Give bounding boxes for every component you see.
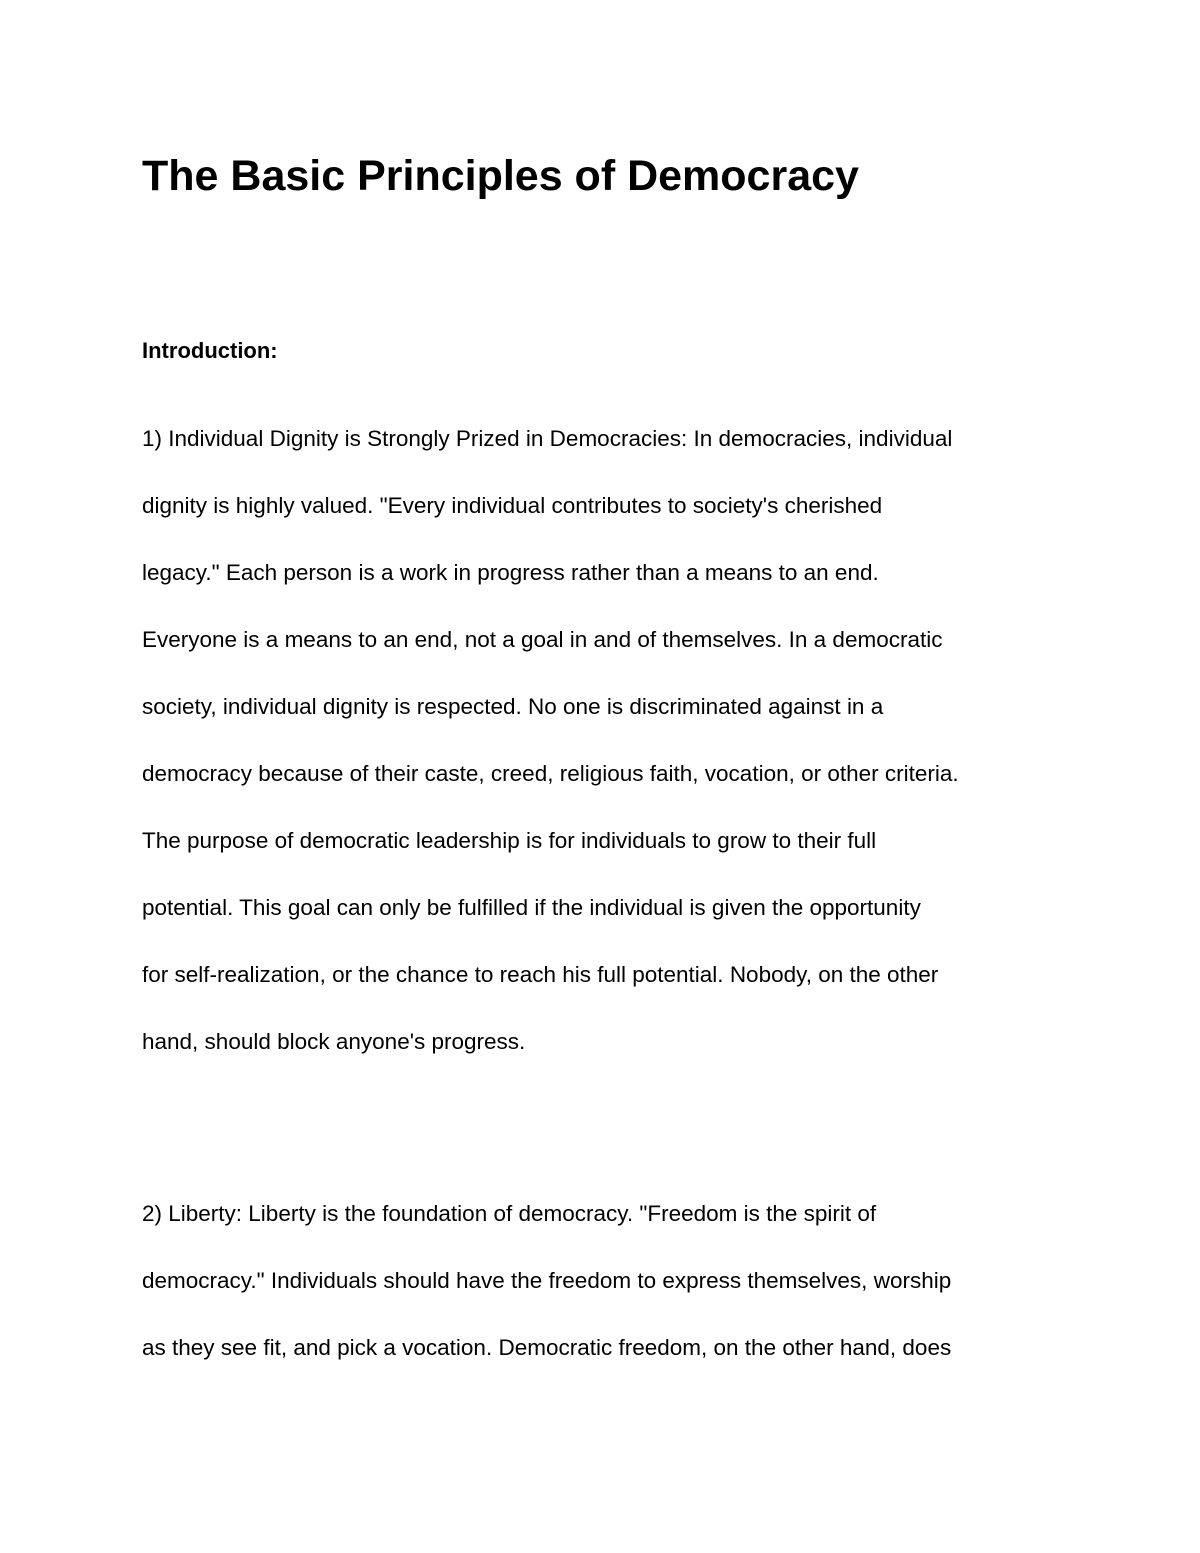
text-line: potential. This goal can only be fulfilled if the individual is given the opportunity	[142, 895, 921, 920]
text-line: as they see fit, and pick a vocation. Democratic freedom, on the other hand, does	[142, 1335, 952, 1360]
intro-heading: Introduction:	[142, 338, 278, 363]
text-line: legacy." Each person is a work in progress rather than a means to an end.	[142, 560, 879, 585]
paragraph-liberty	[142, 1180, 951, 1381]
document-title: The Basic Principles of Democracy	[142, 152, 859, 200]
paragraph-individual-dignity	[142, 405, 959, 1075]
text-line: The purpose of democratic leadership is for individuals to grow to their full	[142, 828, 877, 853]
text-line: democracy because of their caste, creed, religious faith, vocation, or other criteria.	[142, 761, 959, 786]
text-line: 2) Liberty: Liberty is the foundation of democracy. "Freedom is the spirit of	[142, 1201, 877, 1226]
text-line: 1) Individual Dignity is Strongly Prized in Democracies: In democracies, individual	[142, 426, 953, 451]
text-line: society, individual dignity is respected. No one is discriminated against in a	[142, 694, 884, 719]
text-line: dignity is highly valued. "Every individual contributes to society's cherished	[142, 493, 883, 518]
text-line: for self-realization, or the chance to reach his full potential. Nobody, on the other	[142, 962, 939, 987]
text-line: Everyone is a means to an end, not a goal in and of themselves. In a democratic	[142, 627, 943, 652]
text-line: democracy." Individuals should have the freedom to express themselves, worship	[142, 1268, 952, 1293]
text-line: hand, should block anyone's progress.	[142, 1029, 526, 1054]
